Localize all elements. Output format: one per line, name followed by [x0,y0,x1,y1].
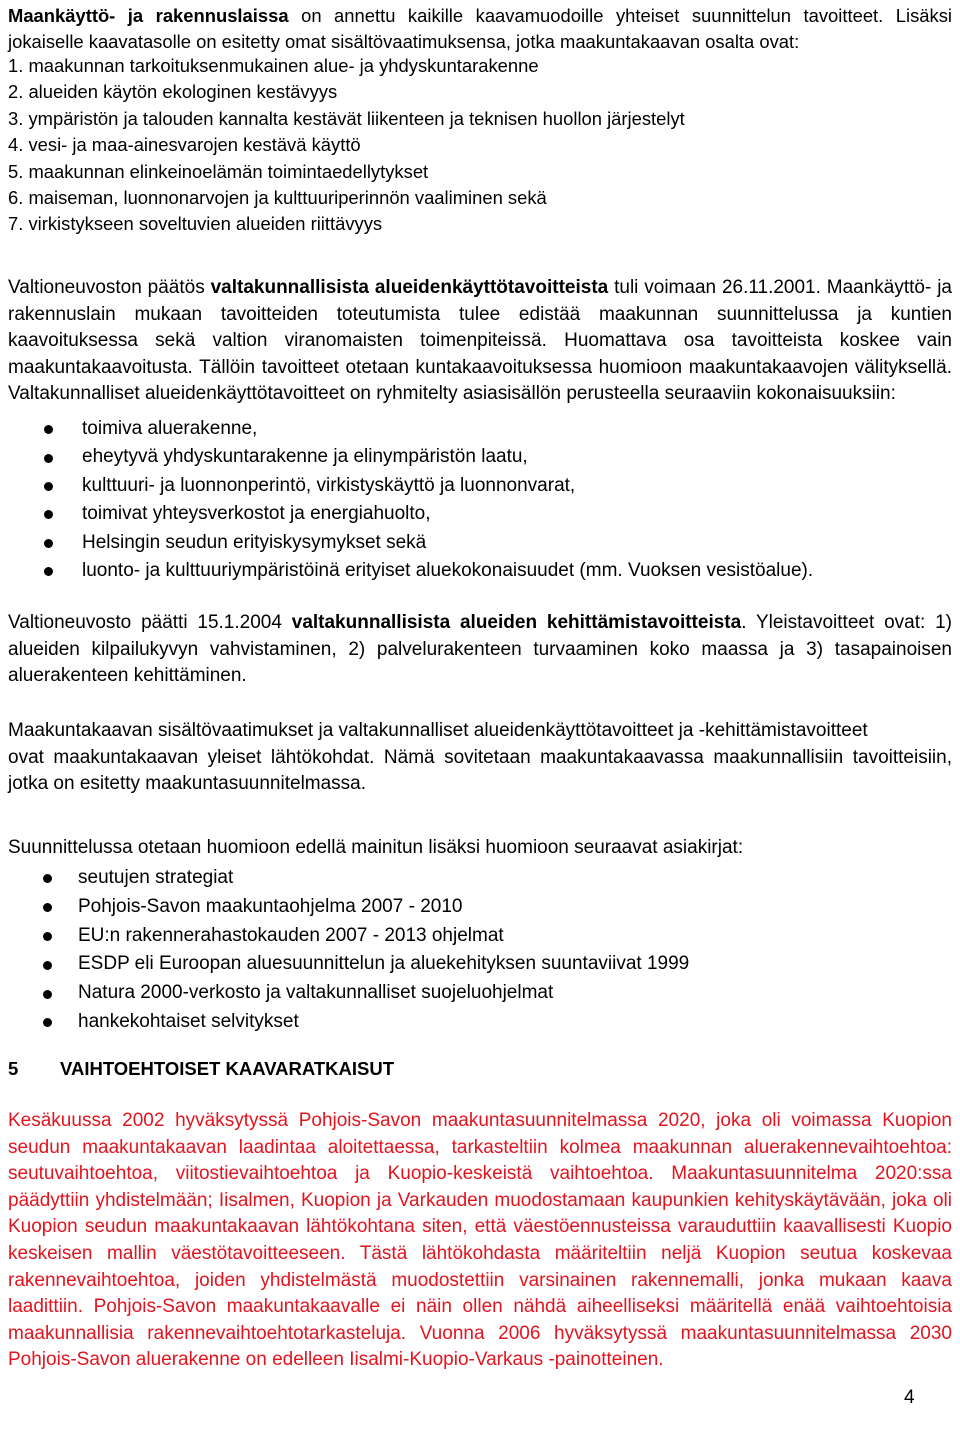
list-item: eheytyvä yhdyskuntarakenne ja elinympäristön laatu, [8,443,813,471]
list-item: Pohjois-Savon maakuntaohjelma 2007 - 2010 [8,893,689,922]
bullet-icon [44,567,53,576]
planning-documents-intro: Suunnittelussa otetaan huomioon edellä mainitun lisäksi huomioon seuraavat asiakirjat: [8,837,744,858]
section-heading [8,1056,394,1082]
vn2001-post-text: tuli voimaan 26.11.2001. Maankäyttö- ja rakennuslain mukaan tavoitteiden toteutumista tulee edistää maakunnan suunnittelussa ja kuntien kaavoituksessa sekä valtion viranomaisten toimenpiteissä. Huomattava osa tavoitteista koskee vain maakuntakaavoitusta. Tällöin tavoitteet otetaan kuntakaavoituksessa huomioon maakuntakaavojen välityksellä. Valtakunnalliset alueidenkäyttötavoitteet on ryhmitelty asiasisällön perusteella seuraaviin kokonaisuuksiin: [8,277,952,405]
bullet-icon [43,874,52,883]
list-item: 3. ympäristön ja talouden kannalta kestävät liikenteen ja teknisen huollon järjestelyt [8,107,685,129]
intro-bold-term: Maankäyttö- ja rakennuslaissa [8,5,289,26]
list-item: 7. virkistykseen soveltuvien alueiden riittävyys [8,213,383,235]
content-requirements-rest: ovat maakuntakaavan yleiset lähtökohdat. Nämä sovitetaan maakuntakaavassa maakunnallisiin tavoitteisiin, jotka on esitetty maakuntasuunnitelmassa. [8,746,952,795]
vn2004-post-text: . Yleistavoitteet ovat: 1) alueiden kilpailukyvyn vahvistaminen, 2) palvelurakenteen turvaaminen koko maassa ja 3) tasapainoisen aluerakenteen kehittäminen. [8,612,952,687]
vn2004-paragraph [8,610,952,690]
list-item: seutujen strategiat [8,864,689,893]
bullet-icon [44,482,53,491]
list-item: toimivat yhteysverkostot ja energiahuolto, [8,500,813,528]
vn2001-bold-term: valtakunnallisista alueidenkäyttötavoitteista [210,277,609,298]
list-item: EU:n rakennerahastokauden 2007 - 2013 ohjelmat [8,922,689,951]
bullet-icon [43,1018,52,1027]
intro-text: on annettu kaikille kaavamuodoille yhteiset suunnittelun tavoitteet. Lisäksi jokaiselle kaavatasolle on esitetty omat sisältövaatimuksensa, jotka maakuntakaavan osalta ovat: [8,5,952,53]
vn2004-pre-text: Valtioneuvosto päätti 15.1.2004 [8,612,292,633]
alternatives-paragraph: Kesäkuussa 2002 hyväksytyssä Pohjois-Savon maakuntasuunnitelmassa 2020, joka oli voimassa Kuopion seudun maakuntakaavan laadintaa aloitettaessa, tarkasteltiin kolmea maakunnan aluerakennevaihtoehtoa: seutuvaihtoehtoa, viitostievaihtoehtoa ja Kuopio-keskeistä vaihtoehtoa. Maakuntasuunnitelma 2020:ssa päädyttiin yhdistelmään; Iisalmen, Kuopion ja Varkauden muodostamaan kaupunkien kehityskäytävään, joka oli Kuopion seudun maakuntakaavan lähtökohtana siten, että väestöennusteissa varauduttiin kaavallisesti Kuopio keskeisen mallin väestötavoitteeseen. Tästä lähtökohdasta määriteltiin neljä Kuopion seutua koskevaa rakennevaihtoehtoa, joiden yhdistelmästä muodostettiin varsinainen rakennemalli, jonka mukaan kaava laadittiin. Pohjois-Savon maakuntakaavalle ei näin ollen nähdä aiheelliseksi määritellä enää vaihtoehtoisia maakunnallisia rakennevaihtoehtotarkasteluja. Vuonna 2006 hyväksytyssä maakuntasuunnitelmassa 2030 Pohjois-Savon aluerakenne on edelleen Iisalmi-Kuopio-Varkaus -painotteinen. [8,1110,952,1371]
planning-documents-list [8,864,689,1037]
vn2004-bold-term: valtakunnallisista alueiden kehittämistavoitteista [291,612,742,633]
intro-paragraph [8,3,952,56]
bullet-icon [44,510,53,519]
content-requirements-line1: Maakuntakaavan sisältövaatimukset ja valtakunnalliset alueidenkäyttötavoitteet ja -kehittämistavoitteet [8,720,868,741]
bullet-icon [43,903,52,912]
bullet-icon [44,539,53,548]
list-item: Helsingin seudun erityiskysymykset sekä [8,529,813,557]
list-item: 6. maiseman, luonnonarvojen ja kulttuuriperinnön vaaliminen sekä [8,187,547,209]
objective-bullet-list [8,415,813,585]
list-item: luonto- ja kulttuuriympäristöinä erityiset aluekokonaisuudet (mm. Vuoksen vesistöalue). [8,557,813,585]
bullet-icon [43,932,52,941]
list-item: kulttuuri- ja luonnonperintö, virkistyskäyttö ja luonnonvarat, [8,472,813,500]
list-item: Natura 2000-verkosto ja valtakunnalliset suojeluohjelmat [8,979,689,1008]
list-item: hankekohtaiset selvitykset [8,1008,689,1037]
list-item: 2. alueiden käytön ekologinen kestävyys [8,81,338,103]
list-item: 4. vesi- ja maa-ainesvarojen kestävä käyttö [8,134,361,156]
requirements-list [8,53,952,238]
section-number: 5 [8,1058,19,1079]
vn2001-paragraph [8,275,952,408]
list-item: toimiva aluerakenne, [8,415,813,443]
list-item: ESDP eli Euroopan aluesuunnittelun ja aluekehityksen suuntaviivat 1999 [8,950,689,979]
vn2001-pre-text: Valtioneuvoston päätös [8,277,211,298]
bullet-icon [43,990,52,999]
section-title: VAIHTOEHTOISET KAAVARATKAISUT [60,1058,395,1079]
list-item: 5. maakunnan elinkeinoelämän toimintaedellytykset [8,160,429,182]
bullet-icon [43,961,52,970]
content-requirements-paragraph [8,718,952,798]
page-number: 4 [904,1387,915,1408]
list-item: 1. maakunnan tarkoituksenmukainen alue- ja yhdyskuntarakenne [8,55,539,76]
bullet-icon [44,454,53,463]
bullet-icon [44,425,53,434]
